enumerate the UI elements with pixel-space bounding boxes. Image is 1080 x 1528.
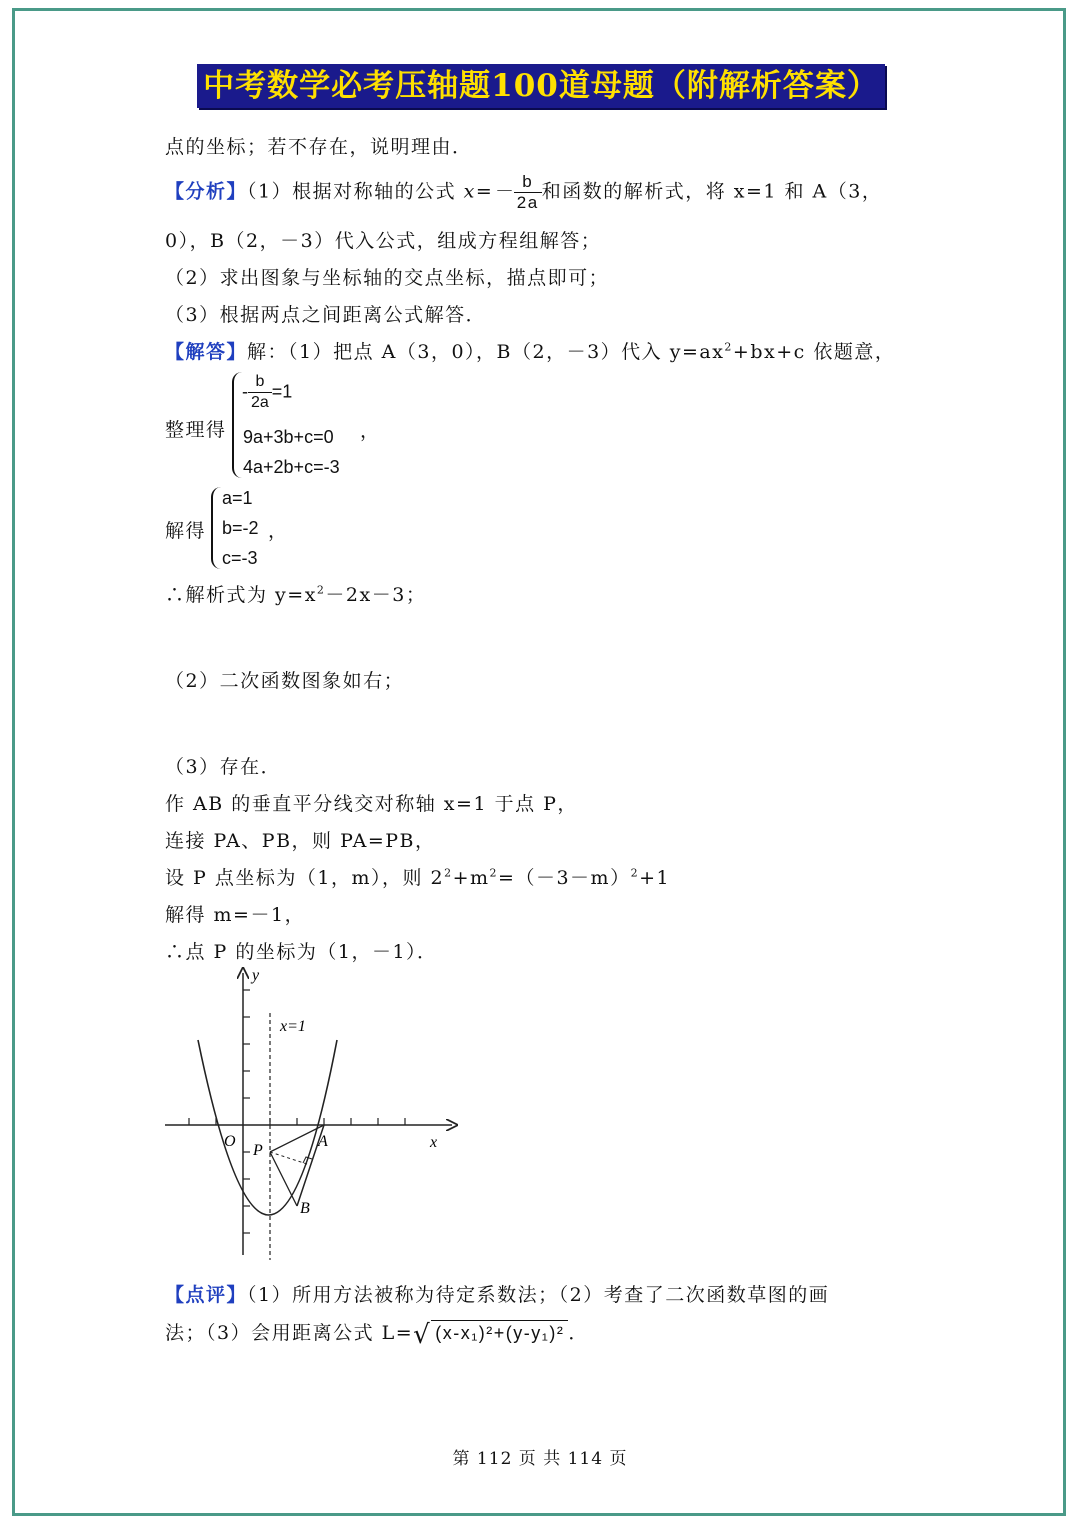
solution-c: c=-3 — [222, 548, 258, 568]
part-3-step-d: 解得 m=－1， — [165, 904, 306, 926]
solution-b: b=-2 — [222, 518, 259, 538]
part-3-step-b: 连接 PA、PB，则 PA=PB， — [165, 830, 436, 852]
page-number: 第 112 页 共 114 页 — [452, 1449, 628, 1469]
result-line: ∴解析式为 $y=x^2-2x-3$； — [165, 583, 427, 606]
part-3-step-c: 设 P 点坐标为（1，m），则 $2^2+m^2=(-3-m)^2+1$ — [165, 866, 671, 889]
equation-3: 4a+2b+c=-3 — [243, 457, 340, 477]
parabola-graph — [160, 965, 460, 1265]
parabola-curve — [198, 1040, 337, 1215]
analysis-x: x=－ — [463, 180, 514, 203]
brace-2 — [211, 487, 221, 569]
point-a-label: A — [318, 1133, 328, 1150]
comment-tag: 【点评】 — [165, 1284, 248, 1306]
comma-2: ， — [268, 520, 289, 542]
fraction-b-over-2a: $\frac{b}{2a}$ — [514, 172, 542, 213]
origin-label: O — [224, 1133, 236, 1150]
part-2-line: （2）二次函数图象如右； — [165, 670, 405, 692]
arrange-label: 整理得 — [165, 419, 227, 441]
comment-line-1: 【点评】（1）所用方法被称为待定系数法；（2）考查了二次函数草图的画 — [165, 1284, 830, 1306]
point-b-label: B — [300, 1200, 310, 1217]
part-3-line: （3）存在． — [165, 756, 282, 778]
answer-tag: 【解答】 — [165, 341, 248, 363]
symmetry-axis-label: x=1 — [280, 1018, 306, 1035]
point-p-label: P — [253, 1142, 263, 1159]
analysis-text-a: （1）根据对称轴的公式 — [247, 180, 464, 203]
part-3-step-e: ∴点 P 的坐标为（1，－1）． — [165, 941, 438, 963]
analysis-tag: 【分析】 — [165, 180, 248, 203]
equation-2: 9a+3b+c=0 — [243, 427, 334, 447]
segment-pb — [270, 1152, 297, 1206]
distance-formula: (x-x₁)²+(y-y₁)² — [431, 1320, 568, 1344]
comment-line-2: 法；（3）会用距离公式 L=√ (x-x₁)²+(y-y₁)² ． — [165, 1320, 589, 1350]
answer-text-a: 解：（1）把点 A（3，0），B（2，－3）代入 y=ax — [247, 341, 725, 363]
part-3-step-a: 作 AB 的垂直平分线交对称轴 x=1 于点 P， — [165, 793, 578, 815]
text-line-1: 点的坐标；若不存在，说明理由． — [165, 136, 473, 158]
y-axis-label: y — [252, 967, 260, 984]
brace-1 — [232, 372, 242, 478]
text-line-3: 0），B（2，－3）代入公式，组成方程组解答； — [165, 230, 602, 252]
solution-a: a=1 — [222, 488, 253, 508]
solve-label: 解得 — [165, 520, 207, 542]
x-axis-label: x — [430, 1134, 438, 1151]
text-line-4: （2）求出图象与坐标轴的交点坐标，描点即可； — [165, 267, 610, 289]
answer-text-b: +bx+c 依题意， — [732, 341, 896, 363]
text-line-5: （3）根据两点之间距离公式解答． — [165, 304, 487, 326]
comma-1: ， — [360, 420, 381, 442]
page-title: 中考数学必考压轴题100道母题（附解析答案） — [197, 64, 885, 108]
analysis-text-b: 和函数的解析式，将 x=1 和 A（3， — [541, 180, 883, 203]
analysis-line — [165, 172, 882, 213]
answer-line: 【解答】解：（1）把点 A（3，0），B（2，－3）代入 $y=ax^2+bx+c$ 依题意， — [165, 340, 896, 363]
equation-1: - $\frac{b}{2a}$ =1 — [242, 373, 293, 411]
x-ticks — [189, 1118, 405, 1125]
